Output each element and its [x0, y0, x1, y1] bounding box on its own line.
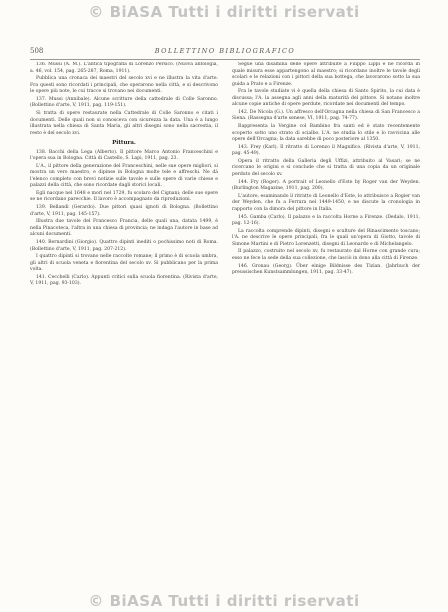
paragraph: L'autore, esaminando il ritratto di Leonello d'Este, lo attribuisce a Rogier van der Weyden, che fu a Ferrara nel 1449-1450, e ne discute la cronologia in rapporto con la dimora del pittore in Italia.: [232, 193, 420, 212]
page-header: [30, 47, 420, 59]
paragraph: Pubblica una cronaca dei maestri del secolo xvi e ne illustra la vita d'arte. Fra questi sono ricordati i principali, che operarono nella città, e si descrivono le opere più note, le cui tracce si trovano nei documenti.: [30, 76, 218, 95]
paragraph: 146. Gronau (Georg). Über einige Bildnisse des Tizian. (Jahrbuch der preussischen Kunstsammlungen, 1911, pag. 33-47).: [232, 263, 420, 276]
paragraph: 139. Bellandi (Gerardo). Due pittori quasi ignoti di Bologna. (Bollettino d'arte, V, 1911, pag. 145-157).: [30, 205, 218, 217]
paragraph: Illustra due tavole del Francesco Francia, delle quali una, datata 1499, è nella Pinacoteca, l'altra in una chiesa di provincia; ne indaga l'autore in base ad alcuni documenti.: [30, 219, 218, 238]
paragraph: Si tratta di opere restaurate nella Cattedrale di Colle Saronno e citati i documenti. Delle quali non si conosceva con sicurezza la data. Una è a lungo illustrata nella chiesa di Santa Maria, gli altri disegni sono nella sacrestia, il resto è del secolo xvi.: [30, 111, 218, 136]
paragraph: Opera il ritratto della Galleria degli Uffizi, attribuito al Vasari; se ne ricercano le origini e si conclude che si tratta di una copia da un originale perduto del secolo xv.: [232, 158, 420, 177]
paragraph: 138. Bacchi della Lega (Alberto). Il pittore Marco Antonio Franceschini e l'opera sua in Bologna. Città di Castello, S. Lapi, 1911, pag. 23.: [30, 149, 218, 162]
paragraph: 140. Bernardini (Giorgio). Quattro dipinti inediti o pochissimo noti di Roma. (Bollettino d'arte, V, 1911, pag. 207-212).: [30, 240, 218, 252]
paragraph: 141. Cecchelli (Carlo). Appunti critici sulla scuola fiorentina. (Rivista d'arte, V, 1911, pag. 93-103).: [30, 274, 218, 287]
page-number: 508: [30, 47, 44, 55]
paragraph: La raccolta comprende dipinti, disegni e sculture del Rinascimento toscano; l'A. ne descrive le opere principali, fra le quali un'opera di Giotto, tavole di Simone Martini e di Pietro Lorenzetti, disegni di Leonardo e di Michelangelo.: [232, 228, 420, 247]
header-rule: [30, 59, 420, 60]
watermark-bottom: © BiASA Tutti i diritti riservati: [88, 592, 360, 610]
paragraph: Il palazzo, costruito nel secolo xv, fu restaurato dal Horne con grande cura; esso ne fece la sede della sua collezione, che lasciò in dono alla città di Firenze.: [232, 249, 420, 261]
paragraph: Rappresenta la Vergine col Bambino fra santi ed è stato recentemente scoperto sotto uno strato di scialbo. L'A. ne studia lo stile e lo ravvicina alle opere dell'Orcagna; la data sarebbe di poco posteriore al 1350.: [232, 124, 420, 143]
paragraph: Egli nacque nel 1648 e morì nel 1729, fu scolaro del Cignani; delle sue opere se ne ricordano parecchie. Il lavoro è accompagnato da riproduzioni.: [30, 190, 218, 203]
paragraph: I quattro dipinti si trovano nelle raccolte romane; il primo è di scuola umbra, gli altri di scuola veneta e fiorentina del secolo xv. Si pubblicano per la prima volta.: [30, 254, 218, 273]
right-column: [232, 62, 420, 582]
watermark-top: © BiASA Tutti i diritti riservati: [88, 3, 360, 21]
paragraph: 143. Frey (Karl). Il ritratto di Lorenzo il Magnifico. (Rivista d'arte, V, 1911, pag. 45-49).: [232, 144, 420, 157]
paragraph: Segue una disamina delle opere attribuite a Filippo Lippi e ne ricorda in quale misura esse appartengono al maestro; si ricordano inoltre le tavole degli scolari e le relazioni con i pittori della sua bottega, che lavorarono sotto la sua guida a Prato e a Firenze.: [232, 62, 420, 87]
left-column: [30, 62, 218, 582]
section-heading: Pittura.: [112, 140, 136, 147]
running-title: BOLLETTINO BIBLIOGRAFICO: [154, 47, 296, 55]
paragraph: 145. Gamba (Carlo). Il palazzo e la raccolta Horne a Firenze. (Dedalo, 1911, pag. 12-16).: [232, 214, 420, 226]
paragraph: Fra le tavole studiate vi è quella della chiesa di Santo Spirito, la cui data è discussa; l'A. la assegna agli anni della maturità del pittore. Si notano inoltre alcune copie antiche di opere perdute, ricordate nei documenti del tempo.: [232, 89, 420, 108]
paragraph: 137. Mussi (Annibale). Alcune scritture della cattedrale di Colle Saronno. (Bollettino d'arte, V, 1911, pag. 119-151).: [30, 96, 218, 109]
paragraph: 142. De Nicola (G.). Un affresco dell'Orcagna nella chiesa di San Francesco a Siena. (Rassegna d'arte senese, VI, 1911, pag. 74-77).: [232, 109, 420, 122]
paragraph: 136. Mussi (A. M.). L'antica tipografia di Lorenzo Persico. (Nuova antologia, a. 46, vol. 154, pag. 265-287, Roma, 1911).: [30, 62, 218, 74]
paragraph: 144. Fry (Roger). A portrait of Leonello d'Este by Roger van der Weyden. (Burlington Magazine, 1911, pag. 200).: [232, 179, 420, 192]
paragraph: L'A., il pittore della generazione del Franceschini, nelle sue opere migliori, si mostra un vero maestro, e dipinse in Bologna molte tele e affreschi. Ne dà l'elenco completo con brevi notizie sulle tavole e sulle opere di varie chiese e palazzi della città, che sono ricordate dagli storici locali.: [30, 163, 218, 189]
